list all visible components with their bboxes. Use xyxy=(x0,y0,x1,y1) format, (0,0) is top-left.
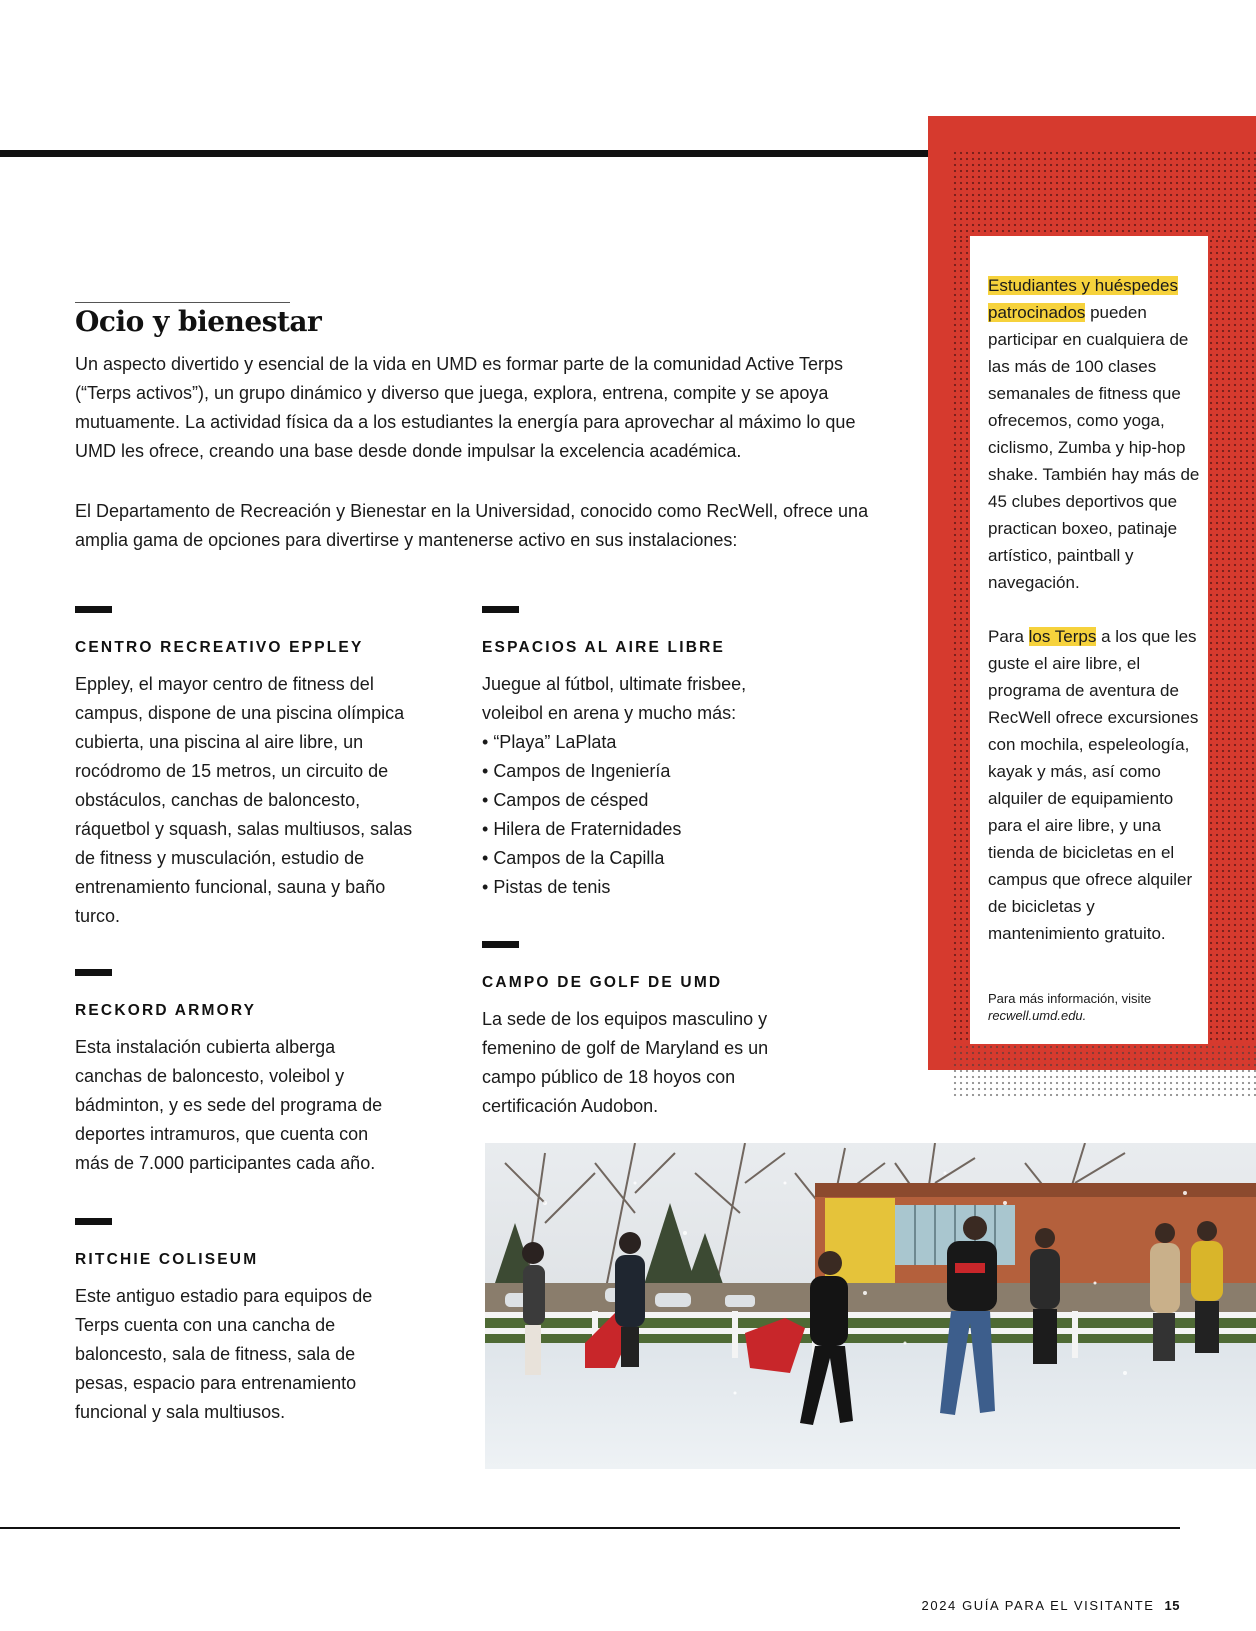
bottom-rule xyxy=(0,1527,1180,1529)
page-title: Ocio y bienestar xyxy=(75,305,322,338)
section-bar xyxy=(75,969,112,976)
dot-pattern xyxy=(952,238,970,1044)
highlight: los Terps xyxy=(1028,627,1097,646)
dot-pattern xyxy=(1208,238,1256,1044)
sidebar-paragraph-1 xyxy=(988,272,1200,596)
section-body-reckord: Esta instalación cubierta alberga canchas de baloncesto, voleibol y bádminton, y es sede del programa de deportes intramuros, que cuenta con más de 7.000 participantes cada año. xyxy=(75,1037,383,1173)
section-bar xyxy=(75,606,112,613)
sidebar-text xyxy=(988,272,1200,974)
highlight: Estudiantes y huéspedes patrocinados xyxy=(988,276,1178,322)
section-title-outdoor: ESPACIOS AL AIRE LIBRE xyxy=(482,639,726,656)
intro-paragraph-1: Un aspecto divertido y esencial de la vida en UMD es formar parte de la comunidad Active Terps (“Terps activos”), un grupo dinámico y diverso que juega, explora, entrena, compite y se apoya mutuamente. La actividad física da a los estudiantes la energía para aprovechar al máximo lo que UMD les ofrece, creando una base desde donde impulsar la excelencia académica. xyxy=(75,354,856,461)
list-item: • Pistas de tenis xyxy=(482,873,782,902)
sidebar-note xyxy=(988,990,1200,1024)
page-footer xyxy=(922,1598,1180,1613)
section-title-reckord: RECKORD ARMORY xyxy=(75,1002,257,1019)
sidebar-note-text: Para más información, visite xyxy=(988,991,1152,1006)
section-body-golf: La sede de los equipos masculino y femenino de golf de Maryland es un campo público de 18 hoyos con certificación Audobon. xyxy=(482,1009,769,1116)
heading-rule xyxy=(75,302,290,303)
top-rule xyxy=(0,150,930,157)
section-bar xyxy=(482,941,519,948)
recwell-link[interactable]: recwell.umd.edu. xyxy=(988,1008,1087,1023)
page-number: 15 xyxy=(1164,1598,1180,1613)
section-title-eppley: CENTRO RECREATIVO EPPLEY xyxy=(75,639,364,656)
section-title-ritchie: RITCHIE COLISEUM xyxy=(75,1251,259,1268)
section-body-eppley: Eppley, el mayor centro de fitness del campus, dispone de una piscina olímpica cubierta, una piscina al aire libre, un rocódromo de 15 metros, un circuito de obstáculos, canchas de baloncesto, ráquetbol y squash, salas multiusos, salas de fitness y musculación, estudio de entrenamiento funcional, sauna y baño turco. xyxy=(75,674,413,926)
sidebar-text-span: a los que les guste el aire libre, el programa de aventura de RecWell ofrece excursiones con mochila, espeleología, kayak y más, así como alquiler de equipamiento para el aire libre, y una tienda de bicicletas en el campus que ofrece alquiler de bicicletas y mantenimiento gratuito. xyxy=(988,627,1199,943)
section-body-outdoor: Juegue al fútbol, ultimate frisbee, voleibol en arena y mucho más: xyxy=(482,674,747,723)
section-body-ritchie: Este antiguo estadio para equipos de Terps cuenta con una cancha de baloncesto, sala de fitness, sala de pesas, espacio para entrenamiento funcional y sala multiusos. xyxy=(75,1286,373,1422)
sidebar-text-span: Para xyxy=(988,627,1029,646)
section-bar xyxy=(75,1218,112,1225)
list-item: • “Playa” LaPlata xyxy=(482,728,782,757)
guide-title: 2024 GUÍA PARA EL VISITANTE xyxy=(921,1598,1155,1613)
dot-pattern-shadow xyxy=(952,1044,1256,1100)
outdoor-list xyxy=(482,728,782,902)
list-item: • Campos de césped xyxy=(482,786,782,815)
intro-paragraph-2: El Departamento de Recreación y Bienestar en la Universidad, conocido como RecWell, ofrece una amplia gama de opciones para divertirse y mantenerse activo en sus instalaciones: xyxy=(75,501,869,550)
ice-skating-photo xyxy=(485,1143,1256,1469)
section-title-golf: CAMPO DE GOLF DE UMD xyxy=(482,974,723,991)
list-item: • Campos de la Capilla xyxy=(482,844,782,873)
dot-pattern xyxy=(952,150,1256,238)
sidebar-text-span: pueden participar en cualquiera de las más de 100 clases semanales de fitness que ofrecemos, como yoga, ciclismo, Zumba y hip-hop shake. También hay más de 45 clubes deportivos que practican boxeo, patinaje artístico, paintball y navegación. xyxy=(988,303,1200,592)
list-item: • Hilera de Fraternidades xyxy=(482,815,782,844)
list-item: • Campos de Ingeniería xyxy=(482,757,782,786)
sidebar-paragraph-2 xyxy=(988,623,1200,947)
section-bar xyxy=(482,606,519,613)
